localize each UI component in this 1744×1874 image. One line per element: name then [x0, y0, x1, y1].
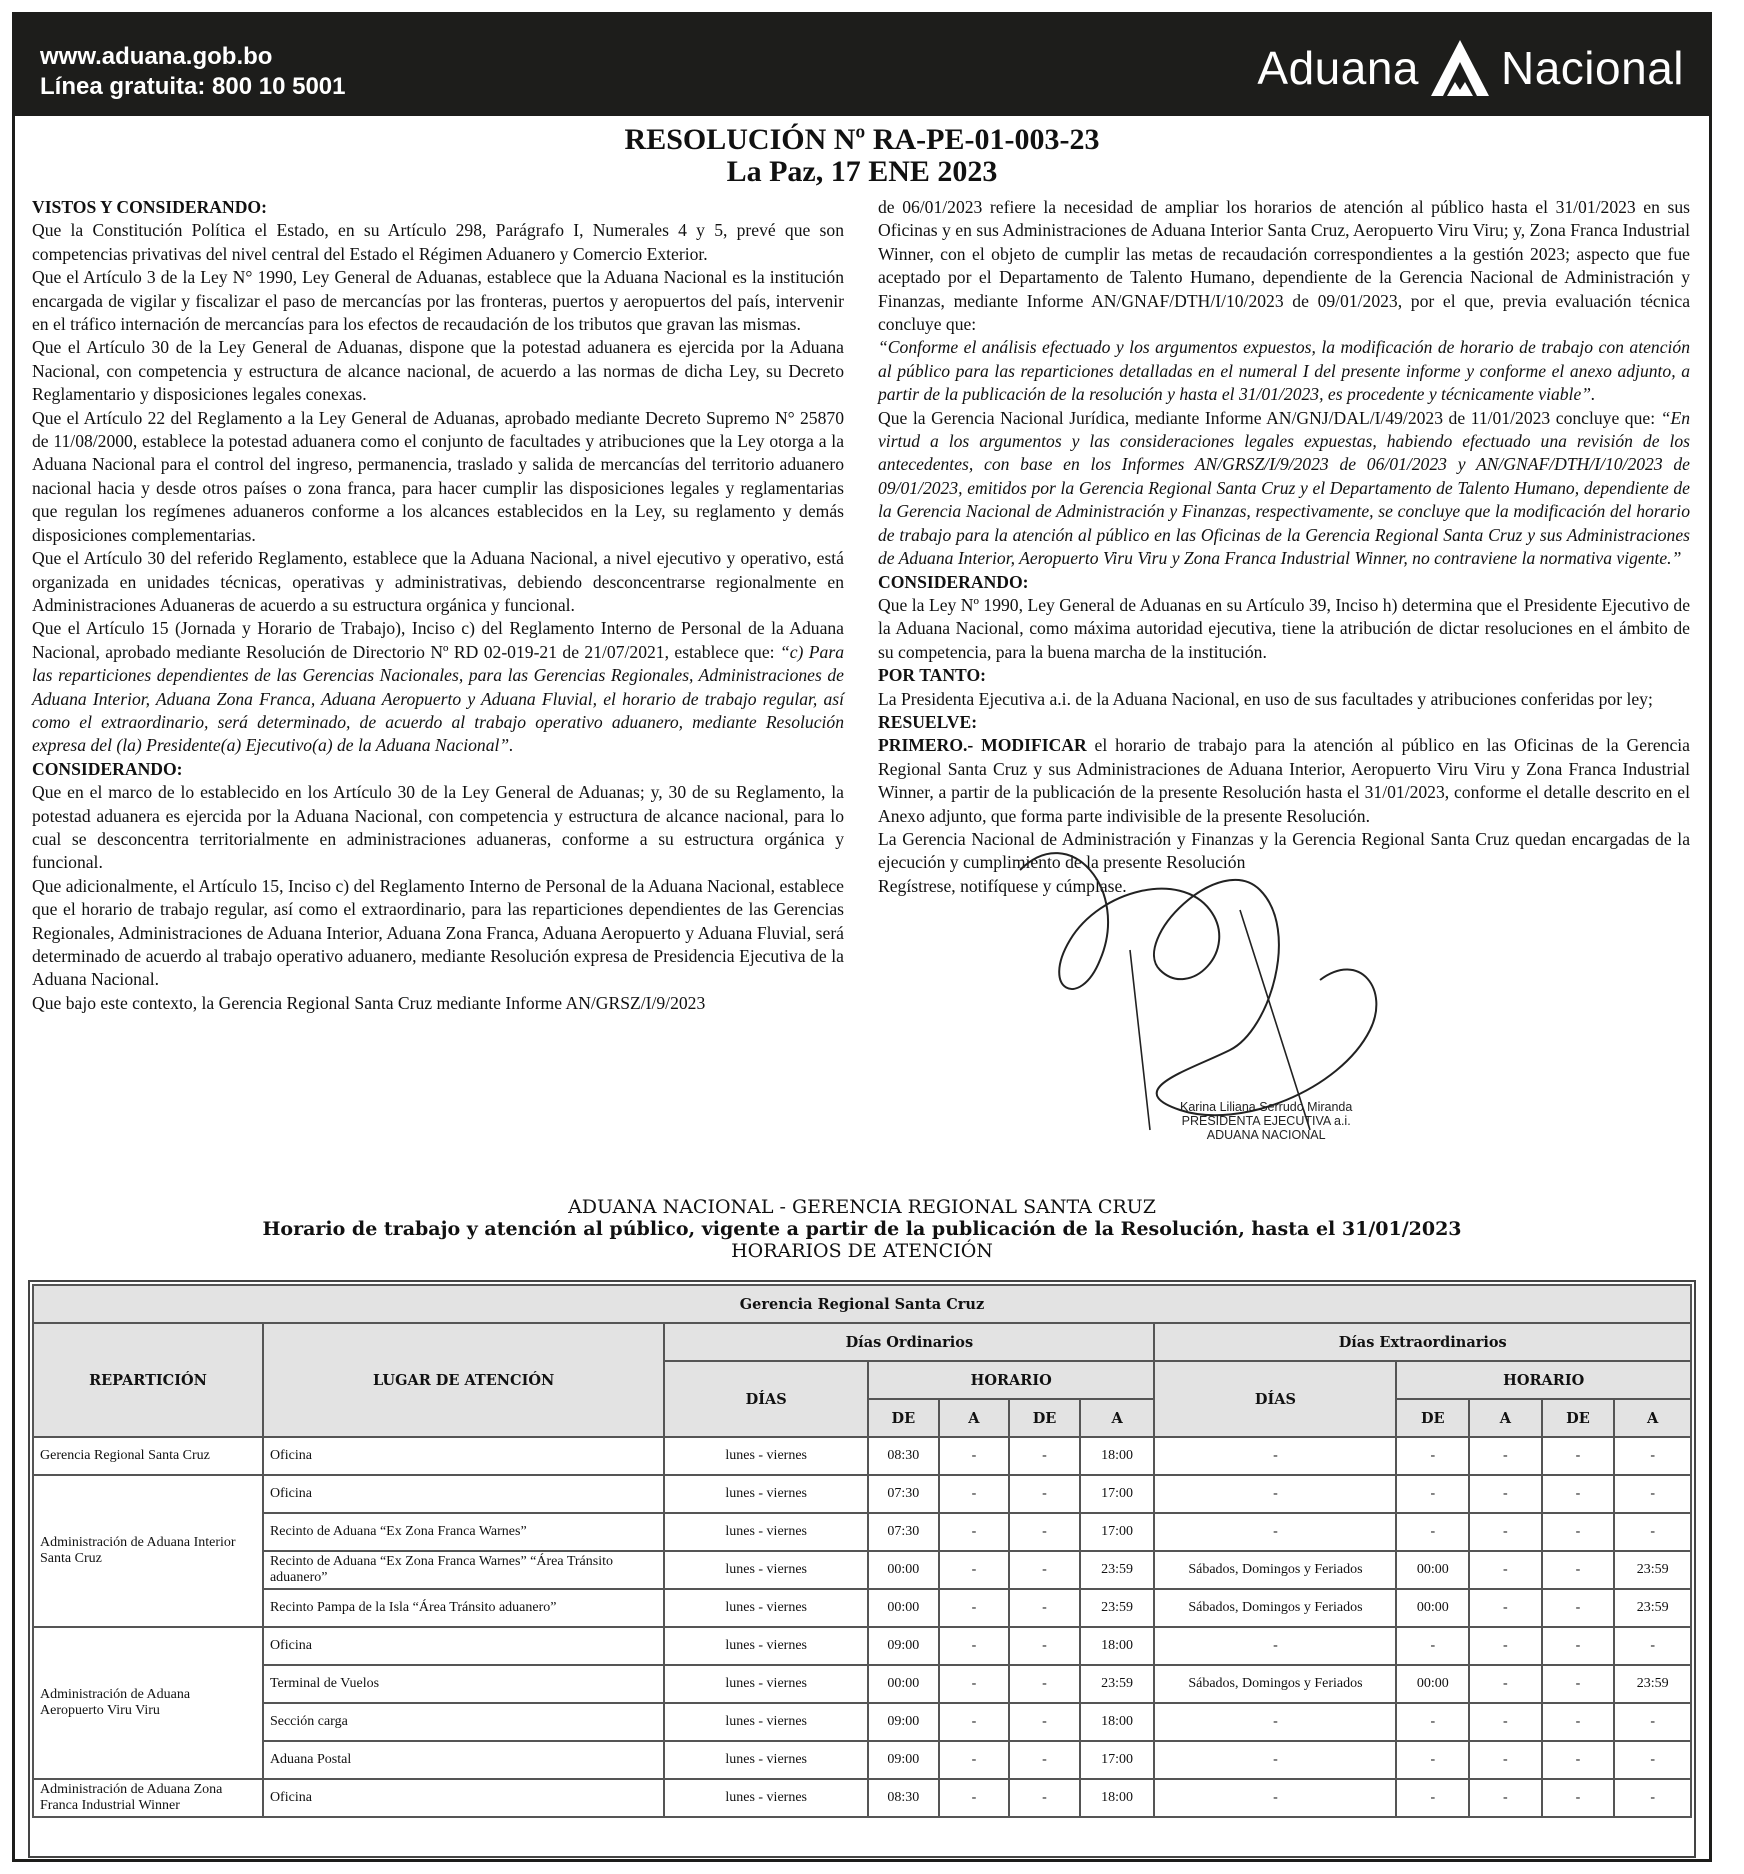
paragraph-text: Que la Gerencia Nacional Jurídica, mediante Informe AN/GNJ/DAL/I/49/2023 de 11/01/2023 concluye que:: [878, 407, 1661, 428]
cell-a1: -: [939, 1741, 1010, 1779]
cell-a1: -: [939, 1779, 1010, 1817]
paragraph: La Presidenta Ejecutiva a.i. de la Aduana Nacional, en uso de sus facultades y atribuciones conferidas por ley;: [878, 688, 1653, 709]
cell-xdias: -: [1154, 1437, 1396, 1475]
cell-reparticion: Administración de Aduana Interior Santa Cruz: [33, 1475, 263, 1627]
cell-dias: lunes - viernes: [664, 1627, 868, 1665]
col-xdias: DÍAS: [1154, 1361, 1396, 1437]
cell-xa2: -: [1614, 1513, 1691, 1551]
cell-de2: -: [1009, 1741, 1080, 1779]
col-extraordinarios: Días Extraordinarios: [1154, 1323, 1691, 1361]
paragraph: La Gerencia Nacional de Administración y Finanzas y la Gerencia Regional Santa Cruz quedan encargadas de la ejecución y cumplimiento de la presente Resolución: [878, 828, 1690, 873]
table-title-1: ADUANA NACIONAL - GERENCIA REGIONAL SANTA CRUZ: [568, 1196, 1156, 1218]
cell-a2: 23:59: [1080, 1665, 1155, 1703]
cell-xde2: -: [1542, 1513, 1615, 1551]
cell-xde2: -: [1542, 1475, 1615, 1513]
section-heading: VISTOS Y CONSIDERANDO:: [32, 197, 267, 217]
cell-de2: -: [1009, 1475, 1080, 1513]
cell-de1: 00:00: [868, 1551, 939, 1589]
cell-a1: -: [939, 1589, 1010, 1627]
cell-xa2: 23:59: [1614, 1551, 1691, 1589]
cell-a2: 18:00: [1080, 1703, 1155, 1741]
signature-block: [1180, 1100, 1352, 1142]
cell-xa1: -: [1469, 1513, 1542, 1551]
cell-xdias: Sábados, Domingos y Feriados: [1154, 1589, 1396, 1627]
cell-xa1: -: [1469, 1779, 1542, 1817]
cell-xde1: -: [1396, 1627, 1469, 1665]
cell-xde2: -: [1542, 1589, 1615, 1627]
col-xde: DE: [1396, 1399, 1469, 1437]
cell-xde2: -: [1542, 1741, 1615, 1779]
table-row: [33, 1665, 1691, 1703]
section-heading: CONSIDERANDO:: [878, 571, 1029, 592]
cell-reparticion: Administración de Aduana Zona Franca Industrial Winner: [33, 1779, 263, 1817]
cell-xde1: -: [1396, 1437, 1469, 1475]
cell-de1: 07:30: [868, 1513, 939, 1551]
cell-xa2: 23:59: [1614, 1665, 1691, 1703]
cell-de1: 09:00: [868, 1627, 939, 1665]
col-de: DE: [868, 1399, 939, 1437]
paragraph: Que el Artículo 22 del Reglamento a la Ley General de Aduanas, aprobado mediante Decreto Supremo N° 25870 de 11/08/2000, establece la potestad aduanera como el conjunto de facultades y atribuciones que la Ley otorga a la Aduana Nacional para el control del ingreso, permanencia, traslado y salida de mercancías del territorio aduanero nacional hacia y desde otros países o zona franca, para hacer cumplir las disposiciones legales y reglamentarias que regulan los regímenes aduaneros conforme a los alcances establecidos en la Ley, su reglamento y demás disposiciones complementarias.: [32, 407, 844, 545]
cell-lugar: Oficina: [263, 1627, 664, 1665]
paragraph: Que la Constitución Política el Estado, en su Artículo 298, Parágrafo I, Numerales 4 y 5, prevé que son competencias privativas del nivel central del Estado el Régimen Aduanero y Comercio Exterior.: [32, 220, 844, 264]
schedule-table: [32, 1284, 1692, 1818]
cell-de1: 08:30: [868, 1437, 939, 1475]
cell-xa2: 23:59: [1614, 1589, 1691, 1627]
cell-de2: -: [1009, 1665, 1080, 1703]
table-row: [33, 1741, 1691, 1779]
cell-xde2: -: [1542, 1703, 1615, 1741]
table-row: [33, 1627, 1691, 1665]
cell-a2: 17:00: [1080, 1741, 1155, 1779]
cell-de1: 09:00: [868, 1741, 939, 1779]
cell-lugar: Sección carga: [263, 1703, 664, 1741]
table-row: [33, 1703, 1691, 1741]
col-de: DE: [1009, 1399, 1080, 1437]
cell-de2: -: [1009, 1779, 1080, 1817]
paragraph: Que adicionalmente, el Artículo 15, Inciso c) del Reglamento Interno de Personal de la Aduana Nacional, establece que el horario de trabajo regular, así como el extraordinario, para las reparticiones dependientes de las Gerencias Regionales, Administraciones de Aduana Interior, Aduana Zona Franca, Aduana Aeropuerto y Aduana Fluvial, será determinado de acuerdo al trabajo operativo aduanero, mediante Resolución expresa de Presidencia Ejecutiva de la Aduana Nacional.: [32, 875, 844, 990]
cell-a2: 23:59: [1080, 1551, 1155, 1589]
logo-word-left: Aduana: [1257, 42, 1419, 94]
cell-de2: -: [1009, 1551, 1080, 1589]
paragraph: Que el Artículo 30 del referido Reglamento, establece que la Aduana Nacional, a nivel ejecutivo y operativo, está organizada en unidades técnicas, operativas y administrativas, debiendo desconcentrarse regionalmente en Administraciones Aduaneras de acuerdo a su estructura orgánica y funcional.: [32, 548, 844, 615]
table-row: [33, 1475, 1691, 1513]
cell-lugar: Terminal de Vuelos: [263, 1665, 664, 1703]
resolution-heading: [0, 124, 1724, 188]
lead-text: PRIMERO.- MODIFICAR: [878, 735, 1087, 756]
cell-a1: -: [939, 1475, 1010, 1513]
signer-name: Karina Liliana Serrudo Miranda: [1180, 1100, 1353, 1114]
paragraph: Que el Artículo 30 de la Ley General de Aduanas, dispone que la potestad aduanera es ejercida por la Aduana Nacional, con competencia y estructura de alcance nacional, de acuerdo a las normas de dicha Ley, su Decreto Reglamentario y disposiciones legales conexas.: [32, 337, 844, 405]
section-heading: RESUELVE:: [878, 711, 978, 732]
cell-xde1: 00:00: [1396, 1551, 1469, 1589]
cell-de2: -: [1009, 1513, 1080, 1551]
table-row: [33, 1779, 1691, 1817]
right-text-column: [878, 196, 1690, 898]
cell-lugar: Oficina: [263, 1475, 664, 1513]
cell-xa1: -: [1469, 1703, 1542, 1741]
resolution-number: RESOLUCIÓN Nº RA-PE-01-003-23: [624, 123, 1100, 156]
section-heading: POR TANTO:: [878, 665, 987, 686]
hotline: Línea gratuita: 800 10 5001: [40, 73, 346, 100]
table-row: [33, 1551, 1691, 1589]
cell-xdias: -: [1154, 1741, 1396, 1779]
paragraph: Que en el marco de lo establecido en los Artículo 30 de la Ley General de Aduanas; y, 30 de su Reglamento, la potestad aduanera es ejercida por la Aduana Nacional, con competencia y estructura de alcance nacional, para lo cual se desconcentra territorialmente en administraciones aduaneras, conforme a su estructura orgánica y funcional.: [32, 782, 844, 873]
cell-a1: -: [939, 1627, 1010, 1665]
cell-xa2: -: [1614, 1779, 1691, 1817]
cell-xde1: -: [1396, 1513, 1469, 1551]
logo-word-right: Nacional: [1501, 42, 1684, 94]
cell-dias: lunes - viernes: [664, 1779, 868, 1817]
cell-xa1: -: [1469, 1475, 1542, 1513]
cell-de1: 08:30: [868, 1779, 939, 1817]
col-a: A: [1080, 1399, 1155, 1437]
paragraph: Regístrese, notifíquese y cúmplase.: [878, 875, 1127, 896]
cell-a1: -: [939, 1665, 1010, 1703]
cell-de1: 00:00: [868, 1665, 939, 1703]
cell-xdias: Sábados, Domingos y Feriados: [1154, 1665, 1396, 1703]
cell-xdias: -: [1154, 1513, 1396, 1551]
cell-xa1: -: [1469, 1665, 1542, 1703]
left-text-column: [32, 196, 844, 1015]
cell-dias: lunes - viernes: [664, 1589, 868, 1627]
paragraph: Que la Ley Nº 1990, Ley General de Aduanas en su Artículo 39, Inciso h) determina que el Presidente Ejecutivo de la Aduana Nacional, como máxima autoridad ejecutiva, tiene la atribución de dictar resoluciones en el ámbito de su competencia, para la buena marcha de la institución.: [878, 594, 1690, 662]
cell-de1: 00:00: [868, 1589, 939, 1627]
table-row: [33, 1513, 1691, 1551]
cell-a2: 18:00: [1080, 1779, 1155, 1817]
cell-de2: -: [1009, 1589, 1080, 1627]
section-heading: CONSIDERANDO:: [32, 758, 183, 779]
cell-a2: 23:59: [1080, 1589, 1155, 1627]
col-horario: HORARIO: [868, 1361, 1154, 1399]
cell-xa2: -: [1614, 1437, 1691, 1475]
cell-xa2: -: [1614, 1703, 1691, 1741]
col-xa: A: [1614, 1399, 1691, 1437]
quoted-text: “c) Para las reparticiones dependientes de las Gerencias Nacionales, para las Gerencias Regionales, Administraciones de Aduana Interior, Aduana Zona Franca, Aduana Aeropuerto y Aduana Fluvial, el horario de trabajo regular, así como el extraordinario, será determinado, de acuerdo al trabajo operativo aduanero, mediante Resolución expresa del (la) Presidente(a) Ejecutivo(a) de la Aduana Nacional”.: [32, 641, 844, 756]
cell-reparticion: Gerencia Regional Santa Cruz: [33, 1437, 263, 1475]
quoted-text: “En virtud a los argumentos y las consideraciones legales expuestas, habiendo efectuado una revisión de los antecedentes, con base en los Informes AN/GRSZ/I/9/2023 de 06/01/2023 y AN/GNAF/DTH/I/10/2023 de 09/01/2023, emitidos por la Gerencia Regional Santa Cruz y el Departamento de Talento Humano, dependiente de la Gerencia Nacional de Administración y Finanzas, respectivamente, se concluye que la modificación del horario de trabajo para la atención al público en las Oficinas de la Gerencia Regional Santa Cruz y sus Administraciones de Aduana Interior, Aeropuerto Viru Viru y Zona Franca Industrial Winner, no contraviene la normativa vigente.”: [878, 407, 1690, 569]
cell-xde2: -: [1542, 1779, 1615, 1817]
cell-xde1: -: [1396, 1475, 1469, 1513]
cell-xde2: -: [1542, 1665, 1615, 1703]
resolution-date: La Paz, 17 ENE 2023: [726, 155, 998, 188]
paragraph: [878, 407, 1690, 571]
cell-dias: lunes - viernes: [664, 1703, 868, 1741]
cell-reparticion: Administración de Aduana Aeropuerto Viru Viru: [33, 1627, 263, 1779]
table-row: [33, 1437, 1691, 1475]
cell-xa2: -: [1614, 1627, 1691, 1665]
table-group-header: Gerencia Regional Santa Cruz: [33, 1285, 1691, 1323]
col-a: A: [939, 1399, 1010, 1437]
cell-dias: lunes - viernes: [664, 1551, 868, 1589]
cell-lugar: Oficina: [263, 1779, 664, 1817]
cell-xa1: -: [1469, 1551, 1542, 1589]
table-row: [33, 1589, 1691, 1627]
col-lugar: LUGAR DE ATENCIÓN: [263, 1323, 664, 1437]
website-link[interactable]: www.aduana.gob.bo: [40, 43, 273, 70]
cell-xa1: -: [1469, 1589, 1542, 1627]
col-xhorario: HORARIO: [1396, 1361, 1691, 1399]
cell-xde2: -: [1542, 1627, 1615, 1665]
cell-xdias: -: [1154, 1627, 1396, 1665]
cell-dias: lunes - viernes: [664, 1513, 868, 1551]
table-title-2: Horario de trabajo y atención al público, vigente a partir de la publicación de la Resolución, hasta el 31/01/2023: [262, 1218, 1462, 1240]
cell-dias: lunes - viernes: [664, 1741, 868, 1779]
cell-xde2: -: [1542, 1551, 1615, 1589]
cell-xa2: -: [1614, 1741, 1691, 1779]
cell-xdias: -: [1154, 1475, 1396, 1513]
col-xde: DE: [1542, 1399, 1615, 1437]
signer-institution: ADUANA NACIONAL: [1206, 1128, 1326, 1142]
cell-xa1: -: [1469, 1741, 1542, 1779]
cell-xdias: -: [1154, 1703, 1396, 1741]
cell-de1: 07:30: [868, 1475, 939, 1513]
cell-de1: 09:00: [868, 1703, 939, 1741]
cell-xde1: 00:00: [1396, 1665, 1469, 1703]
cell-dias: lunes - viernes: [664, 1475, 868, 1513]
cell-xdias: Sábados, Domingos y Feriados: [1154, 1551, 1396, 1589]
cell-a2: 18:00: [1080, 1627, 1155, 1665]
paragraph: de 06/01/2023 refiere la necesidad de ampliar los horarios de atención al público hasta el 31/01/2023 en sus Oficinas y en sus Administraciones de Aduana Interior Santa Cruz, Aeropuerto Viru Viru; y, Zona Franca Industrial Winner, con el objeto de cumplir las metas de recaudación correspondientes a la gestión 2023; aspecto que fue aceptado por el Departamento de Talento Humano, dependiente de la Gerencia Nacional de Administración y Finanzas, mediante Informe AN/GNAF/DTH/I/10/2023 de 09/01/2023, por el que, previa evaluación técnica concluye que:: [878, 197, 1690, 335]
cell-lugar: Aduana Postal: [263, 1741, 664, 1779]
cell-a2: 17:00: [1080, 1475, 1155, 1513]
signer-role: PRESIDENTA EJECUTIVA a.i.: [1181, 1114, 1351, 1128]
paragraph: [32, 617, 844, 757]
cell-de2: -: [1009, 1627, 1080, 1665]
col-dias: DÍAS: [664, 1361, 868, 1437]
cell-lugar: Recinto de Aduana “Ex Zona Franca Warnes” “Área Tránsito aduanero”: [263, 1551, 664, 1589]
cell-a2: 18:00: [1080, 1437, 1155, 1475]
cell-xde1: -: [1396, 1703, 1469, 1741]
cell-xde2: -: [1542, 1437, 1615, 1475]
paragraph: Que bajo este contexto, la Gerencia Regional Santa Cruz mediante Informe AN/GRSZ/I/9/2023: [32, 992, 706, 1013]
table-heading: [0, 1196, 1724, 1262]
table-title-3: HORARIOS DE ATENCIÓN: [731, 1240, 993, 1262]
cell-de2: -: [1009, 1437, 1080, 1475]
cell-lugar: Recinto Pampa de la Isla “Área Tránsito aduanero”: [263, 1589, 664, 1627]
schedule-body: [33, 1437, 1691, 1817]
cell-lugar: Recinto de Aduana “Ex Zona Franca Warnes”: [263, 1513, 664, 1551]
cell-dias: lunes - viernes: [664, 1437, 868, 1475]
cell-xde1: -: [1396, 1779, 1469, 1817]
cell-xa1: -: [1469, 1627, 1542, 1665]
cell-xa1: -: [1469, 1437, 1542, 1475]
cell-lugar: Oficina: [263, 1437, 664, 1475]
paragraph: [878, 734, 1690, 828]
cell-a1: -: [939, 1513, 1010, 1551]
cell-de2: -: [1009, 1703, 1080, 1741]
cell-a1: -: [939, 1551, 1010, 1589]
cell-a1: -: [939, 1703, 1010, 1741]
col-reparticion: REPARTICIÓN: [33, 1323, 263, 1437]
cell-xa2: -: [1614, 1475, 1691, 1513]
cell-a1: -: [939, 1437, 1010, 1475]
paragraph: Que el Artículo 3 de la Ley N° 1990, Ley General de Aduanas, establece que la Aduana Nacional es la institución encargada de vigilar y fiscalizar el paso de mercancías por las fronteras, puertos y aeropuertos del país, intervenir en el tráfico internación de mercancías para los efectos de recaudación de los tributos que gravan las mismas.: [32, 267, 844, 335]
paragraph: “Conforme el análisis efectuado y los argumentos expuestos, la modificación de horario de trabajo con atención al público para las reparticiones detalladas en el numeral I del presente informe y conforme el anexo adjunto, a partir de la publicación de la resolución y hasta el 31/01/2023, es procedente y técnicamente viable”.: [878, 337, 1690, 405]
paragraph-text: Que el Artículo 15 (Jornada y Horario de Trabajo), Inciso c) del Reglamento Interno de Personal de la Aduana Nacional, aprobado mediante Resolución de Directorio Nº RD 02-019-21 de 21/07/2021, establece que:: [32, 618, 844, 662]
col-ordinarios: Días Ordinarios: [664, 1323, 1154, 1361]
col-xa: A: [1469, 1399, 1542, 1437]
paragraph-text: el horario de trabajo para la atención al público en las Oficinas de la Gerencia Regional Santa Cruz y sus Administraciones de Aduana Interior, Aeropuerto Viru Viru y Zona Franca Industrial Winner, a partir de la publicación de la presente Resolución hasta el 31/01/2023, conforme el detalle descrito en el Anexo adjunto, que forma parte indivisible de la presente Resolución.: [878, 735, 1690, 826]
cell-dias: lunes - viernes: [664, 1665, 868, 1703]
cell-xde1: -: [1396, 1741, 1469, 1779]
cell-xde1: 00:00: [1396, 1589, 1469, 1627]
cell-xdias: -: [1154, 1779, 1396, 1817]
cell-a2: 17:00: [1080, 1513, 1155, 1551]
